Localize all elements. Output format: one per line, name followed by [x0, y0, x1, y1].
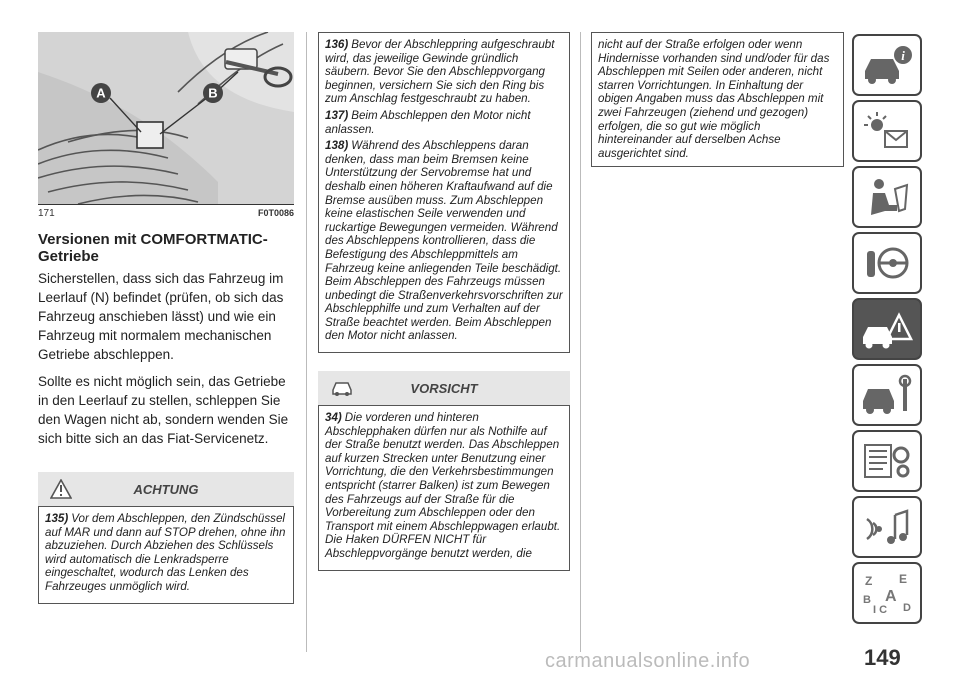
tab-car-service[interactable] — [852, 364, 922, 426]
vorsicht-continued-box — [591, 32, 844, 167]
seat-airbag-icon — [859, 175, 915, 219]
column-2 — [318, 32, 570, 571]
tab-key-steering[interactable] — [852, 232, 922, 294]
achtung-header — [38, 472, 294, 506]
column-divider — [306, 32, 307, 652]
svg-text:E: E — [899, 572, 908, 586]
key-steering-icon — [859, 241, 915, 285]
note-item — [325, 109, 563, 136]
achtung-box — [38, 506, 294, 604]
label-a: A — [96, 85, 106, 101]
watermark: carmanualsonline.info — [545, 650, 751, 672]
vorsicht-header — [318, 371, 570, 405]
column-divider — [580, 32, 581, 652]
label-b: B — [208, 85, 218, 101]
note-item — [45, 512, 287, 594]
achtung-continued-box — [318, 32, 570, 353]
bumper-illustration — [38, 32, 294, 204]
note-text: Beim Abschleppen den Motor nicht anlassen. — [325, 108, 531, 136]
figure-number: 171 — [38, 208, 55, 219]
vorsicht-title: VORSICHT — [410, 380, 478, 396]
chapter-sidebar — [852, 34, 924, 628]
note-item — [325, 411, 563, 561]
note-text: Bevor der Abschleppring aufgeschraubt wird, das jeweilige Gewinde gründlich säubern. Bevor Sie den Abschleppvorgang beginnen, versichern Sie sich den Ring bis zum Anschlag festgeschraubt zu haben. — [325, 38, 555, 106]
car-info-icon — [859, 43, 915, 87]
column-3 — [591, 32, 844, 167]
figure-code: F0T0086 — [257, 208, 294, 218]
note-number: 136) — [325, 38, 349, 51]
note-number: 137) — [325, 108, 349, 122]
note-item — [325, 139, 563, 343]
emergency-car-icon — [859, 307, 915, 351]
figure-caption — [38, 208, 294, 219]
note-number: 34) — [325, 411, 342, 425]
achtung-title: ACHTUNG — [133, 481, 199, 497]
svg-text:I C: I C — [873, 604, 888, 615]
car-caution-icon — [330, 379, 354, 397]
svg-text:B: B — [863, 594, 871, 606]
vorsicht-box — [318, 405, 570, 571]
note-number: 135) — [45, 512, 69, 525]
note-text: Die vorderen und hinteren Abschlepphaken dürfen nur als Nothilfe auf der Straße benutzt werden. Das Abschleppen auf kurzen Strecken unter Benutzung einer Vorrichtung, die den Verkehrsbestimmungen entspricht (starrer Balken) ist zum Bewegen des Fahrzeugs auf der Straße für die Vorbereitung zum Abschleppen oder den Transport mit einem Abschleppwagen erlaubt. Die Haken DÜRFEN NICHT für Abschleppvorgänge benutzt werden, die — [325, 411, 561, 560]
warning-lights-icon — [859, 109, 915, 153]
page-number: 149 — [864, 645, 901, 670]
multimedia-icon — [859, 505, 915, 549]
svg-text:Z: Z — [865, 574, 873, 588]
note-text: nicht auf der Straße erfolgen oder wenn Hindernisse vorhanden sind und/oder für das Abschleppen mit Seilen oder anderen, nicht starren Vorrichtungen. In Einhaltung der obigen Angaben muss das Abschleppen mit zwei Fahrzeugen (ziehend und gezogen) erfolgen, die so gut wie möglich hintereinander auf derselben Achse ausgerichtet sind. — [598, 38, 830, 160]
note-item — [325, 38, 563, 106]
note-number: 138) — [325, 139, 349, 153]
car-service-icon — [859, 373, 915, 417]
svg-text:A: A — [885, 588, 897, 605]
tab-car-info[interactable] — [852, 34, 922, 96]
note-text: Während des Abschleppens daran denken, dass man beim Bremsen keine Unterstützung der Servobremse hat und deshalb einen höheren Kraftaufwand auf die Bremse ausüben muss. Zum Abschleppen keine elastischen Seile verwenden und ruckartige Bewegungen vermeiden. Während des Abschleppens kontrollieren, dass die Befestigung des Abschleppmittels am Fahrzeug keine anliegenden Teile beschädigt. Beim Abschleppen des Fahrzeugs müssen unbedingt die Straßenverkehrsvorschriften zur Abschlepphilfe und zum Verhalten auf der Straße beachtet werden. Beim Abschleppen den Motor nicht anlassen. — [325, 139, 563, 343]
section-heading: Versionen mit COMFORTMATIC-Getriebe — [38, 231, 268, 265]
column-1 — [38, 32, 294, 604]
tab-warning-lights[interactable] — [852, 100, 922, 162]
tab-technical-data[interactable] — [852, 430, 922, 492]
tab-alphabet-index[interactable] — [852, 562, 922, 624]
note-text: Vor dem Abschleppen, den Zündschüssel auf MAR und dann auf STOP drehen, ohne ihn abzuziehen. Durch Abziehen des Schlüssels wird automatisch die Lenkradsperre eingeschaltet, wodurch das Lenken des Fahrzeuges unmöglich wird. — [45, 512, 286, 593]
svg-text:i: i — [901, 48, 905, 63]
technical-data-icon — [859, 439, 915, 483]
svg-text:D: D — [903, 602, 911, 614]
figure-tow-hook — [38, 32, 294, 205]
paragraph: Sollte es nicht möglich sein, das Getriebe in den Leerlauf zu stellen, schleppen Sie den Wagen nicht ab, sondern wenden Sie sich bitte sich an das Fiat-Servicenetz. — [38, 374, 289, 446]
warning-triangle-icon — [50, 479, 72, 499]
tab-multimedia[interactable] — [852, 496, 922, 558]
paragraph: Sicherstellen, dass sich das Fahrzeug im Leerlauf (N) befindet (prüfen, ob sich das Fahrzeug anschieben lässt) und wie ein Fahrzeug mit normalem mechanischen Getriebe abschleppen. — [38, 271, 284, 362]
tab-seat-airbag[interactable] — [852, 166, 922, 228]
alphabet-index-icon — [859, 571, 915, 615]
tab-emergency[interactable] — [852, 298, 922, 360]
